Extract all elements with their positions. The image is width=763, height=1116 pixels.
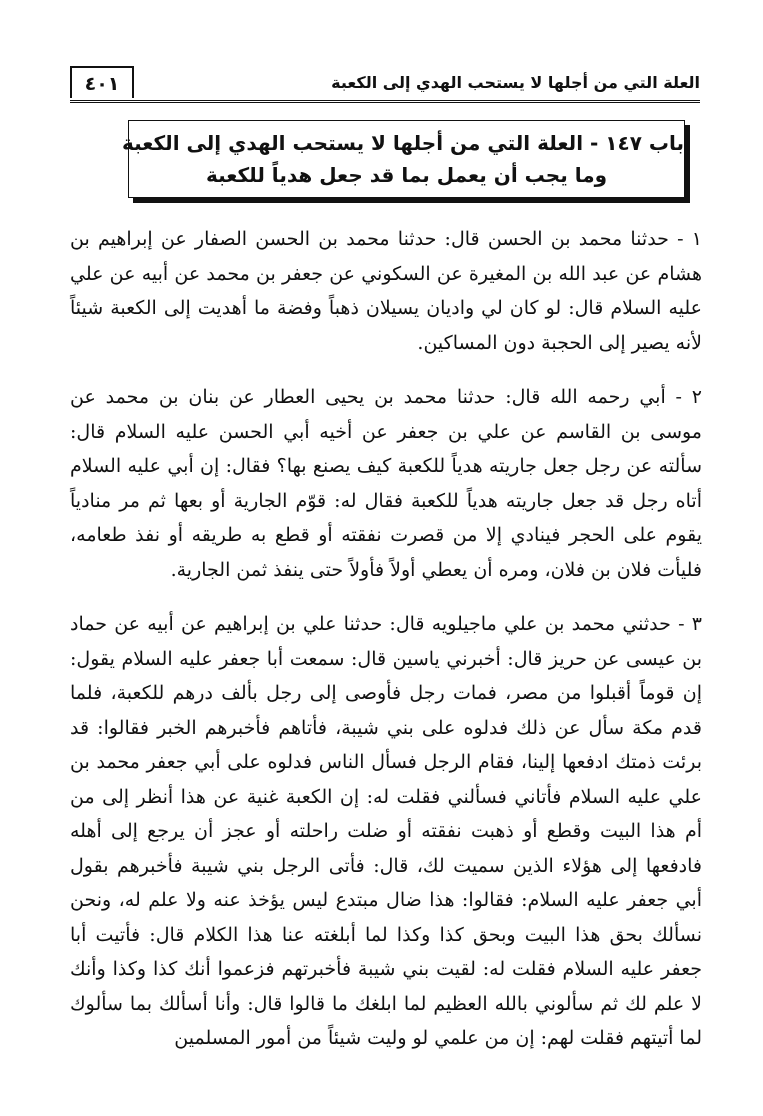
hadith-paragraph-3: ٣ - حدثني محمد بن علي ماجيلويه قال: حدثنا علي بن إبراهيم عن أبيه عن حماد بن عيسى عن حريز قال: أخبرني ياسين قال: سمعت أبا جعفر عليه السلام يقول: إن قوماً أقبلوا من مصر، فمات رجل فأوصى إلى رجل بألف درهم للكعبة، فلما قدم مكة سأل عن ذلك فدلوه على بني شيبة، فأتاهم فأخبرهم الخبر فقالوا: قد برئت ذمتك ادفعها إلينا، فقام الرجل فسأل الناس فدلوه على أبي جعفر محمد بن علي عليه السلام فأتاني فسألني فقلت له: إن الكعبة غنية عن هذا أنظر إلى من أم هذا البيت وقطع أو ذهبت نفقته أو ضلت راحلته أو عجز أن يرجع إلى أهله فادفعها إلى هؤلاء الذين سميت لك، قال: فأتى الرجل بني شيبة فأخبرهم بقول أبي جعفر عليه السلام: فقالوا: هذا ضال مبتدع ليس يؤخذ عنه ولا علم له، ونحن نسألك بحق هذا البيت وبحق كذا وكذا لما أبلغته عنا هذا الكلام قال: فأتيت أبا جعفر عليه السلام فقلت له: لقيت بني شيبة فأخبرتهم فزعموا أنك كذا وكذا وأنك لا علم لك ثم سألوني بالله العظيم لما ابلغك ما قالوا قال: وأنا أسألك بما سألوك لما أتيتهم فقلت لهم: إن من علمي لو وليت شيئاً من أمور المسلمين [70,613,703,1049]
page-number: ٤٠١ [70,66,134,98]
running-title: العلة التي من أجلها لا يستحب الهدي إلى الكعبة [331,73,700,92]
hadith-paragraph-2: ٢ - أبي رحمه الله قال: حدثنا محمد بن يحيى العطار عن بنان بن محمد عن موسى بن القاسم عن علي بن جعفر عن أخيه أبي الحسن عليه السلام قال: سألته عن رجل جعل جاريته هدياً للكعبة كيف يصنع بها؟ فقال: إن أبي عليه السلام أتاه رجل قد جعل جاريته هدياً للكعبة فقال له: قوّم الجارية أو بعها ثم مر منادياً يقوم على الحجر فينادي إلا من قصرت نفقته أو قطع به طريقه أو نفذ طعامه، فليأت فلان بن فلان، ومره أن يعطي أولاً فأولاً حتى ينفذ ثمن الجارية. [70,386,702,581]
chapter-title-box [121,120,685,198]
page-header [70,66,700,103]
page-body [70,222,702,1056]
chapter-title-line-2: وما يجب أن يعمل بما قد جعل هدياً للكعبة [205,163,608,187]
chapter-title-line-1: باب ١٤٧ - العلة التي من أجلها لا يستحب الهدي إلى الكعبة [121,131,684,155]
hadith-paragraph-1: ١ - حدثنا محمد بن الحسن قال: حدثنا محمد بن الحسن الصفار عن إبراهيم بن هشام عن عبد الله بن المغيرة عن السكوني عن جعفر بن محمد عن أبيه عن علي عليه السلام قال: لو كان لي واديان يسيلان ذهباً وفضة ما أهديت إلى الكعبة شيئاً لأنه يصير إلى الحجبة دون المساكين. [70,228,702,354]
